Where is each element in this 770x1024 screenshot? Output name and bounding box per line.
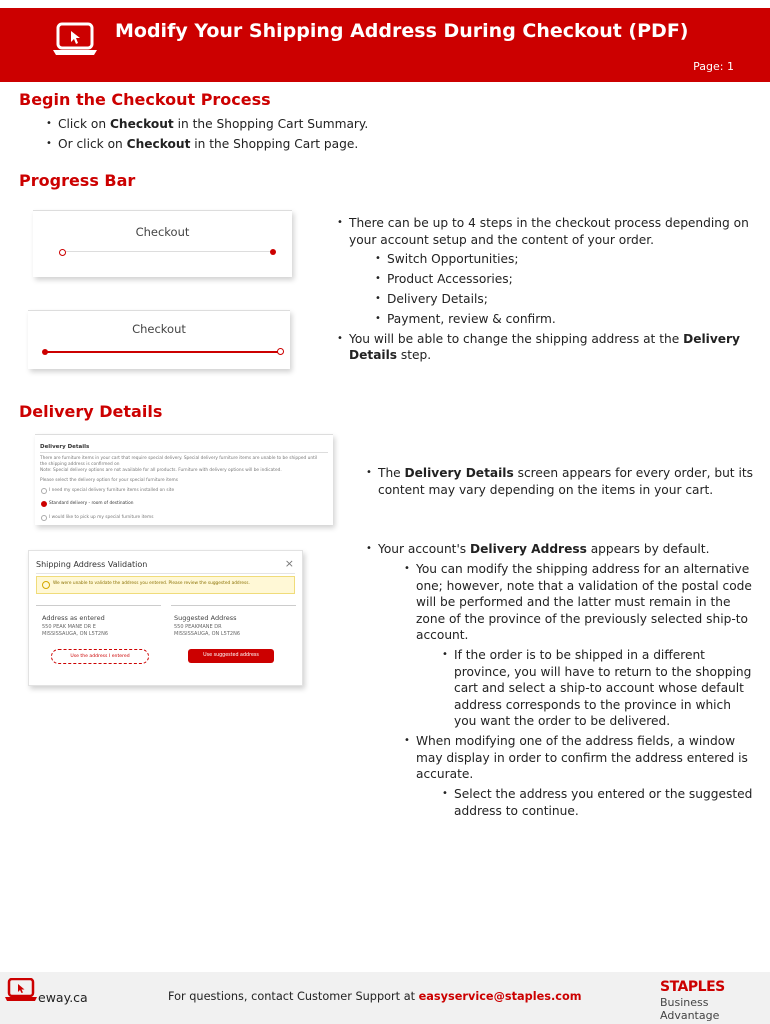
support-email-link[interactable]: easyservice@staples.com (418, 990, 582, 1003)
delivery-bullet-1 (360, 465, 754, 498)
footer (0, 972, 770, 1024)
list-item: • The Delivery Details screen appears for every order, but its content may vary depending on the items in your cart. (360, 465, 754, 498)
divider (171, 605, 296, 606)
sav-title: Shipping Address Validation (36, 560, 148, 569)
divider (36, 605, 161, 606)
dd-option: I would like to pick up my special furniture items (49, 515, 154, 520)
progress-bullets (331, 215, 756, 364)
list-item: • Or click on Checkout in the Shopping Cart page. (40, 136, 740, 153)
progress-track-filled (45, 351, 281, 353)
progress-start-dot (59, 249, 66, 256)
progress-bar-screenshot-1 (33, 210, 292, 277)
laptop-cursor-icon (52, 22, 98, 56)
sav-entered-label: Address as entered (42, 614, 105, 622)
dd-text: Please select the delivery option for your special furniture items (40, 478, 178, 483)
section-heading-delivery: Delivery Details (19, 402, 163, 421)
delivery-bullets-2 (360, 541, 756, 819)
dd-title: Delivery Details (40, 444, 90, 450)
sav-suggested-line2: MISSISSAUGA, ON L5T2N6 (174, 631, 240, 637)
dd-option: Standard delivery - room of destination (49, 501, 134, 506)
progress-start-dot (42, 349, 48, 355)
section-heading-checkout: Begin the Checkout Process (19, 90, 271, 109)
divider (40, 452, 328, 453)
header-banner (0, 8, 770, 82)
checkout-label: Checkout (135, 225, 190, 239)
list-item: • Click on Checkout in the Shopping Cart Summary. (40, 116, 740, 133)
footer-site[interactable]: eway.ca (38, 990, 88, 1005)
business-advantage-logo: Business Advantage (660, 996, 720, 1022)
list-item: • There can be up to 4 steps in the checkout process depending on your account setup and the content of your order. (331, 215, 756, 248)
radio-option-selected[interactable] (41, 501, 47, 507)
divider (36, 573, 295, 574)
use-suggested-address-button[interactable]: Use suggested address (188, 649, 274, 663)
nested-list (398, 647, 756, 730)
footer-contact: For questions, contact Customer Support at easyservice@staples.com (168, 990, 582, 1003)
section-heading-progress: Progress Bar (19, 171, 136, 190)
list-item: • You will be able to change the shipping address at the Delivery Details step. (331, 331, 756, 364)
list-item: • When modifying one of the address fields, a window may display in order to confirm the address entered is accurate. (398, 733, 756, 783)
nested-list (360, 561, 756, 819)
sav-notice-text: We were unable to validate the address you entered. Please review the suggested address. (53, 581, 250, 586)
laptop-cursor-icon (5, 978, 37, 1002)
sav-suggested-label: Suggested Address (174, 614, 237, 622)
dd-text: There are furniture items in your cart that require special delivery. Special delivery furniture items are unable to be shipped until the shipping address is confirmed on (40, 456, 318, 467)
page-number: Page: 1 (693, 60, 734, 73)
list-item: • If the order is to be shipped in a different province, you will have to return to the shopping cart and select a ship-to account whose default address corresponds to the province in which you want the order to be delivered. (436, 647, 756, 730)
sav-notice (36, 576, 295, 594)
delivery-details-screenshot (35, 434, 333, 525)
page-title: Modify Your Shipping Address During Checkout (PDF) (115, 20, 689, 42)
step-item: • Payment, review & confirm. (369, 311, 756, 328)
checkout-bullets (40, 116, 740, 152)
nested-list (398, 786, 756, 819)
list-item: • You can modify the shipping address for an alternative one; however, note that a validation of the postal code will be performed and the latter must remain in the zone of the province of the previously selected ship-to account. (398, 561, 756, 644)
sav-suggested-line1: 550 PEAKMANE DR (174, 624, 222, 630)
warning-icon (42, 581, 50, 589)
progress-end-dot (277, 348, 284, 355)
progress-end-dot (270, 249, 276, 255)
shipping-address-validation-screenshot (28, 550, 303, 686)
progress-track (61, 251, 273, 252)
checkout-label: Checkout (132, 322, 186, 336)
list-item: • Your account's Delivery Address appears by default. (360, 541, 756, 558)
use-entered-address-button[interactable]: Use the address I entered (51, 649, 149, 664)
dd-option: I need my special delivery furniture items installed on site (49, 488, 175, 493)
staples-logo: STAPLES (660, 979, 725, 995)
step-item: • Product Accessories; (369, 271, 756, 288)
step-item: • Switch Opportunities; (369, 251, 756, 268)
sav-entered-line1: 550 PEAK MANE DR E (42, 624, 96, 630)
sav-entered-line2: MISSISSAUGA, ON L5T2N6 (42, 631, 108, 637)
step-item: • Delivery Details; (369, 291, 756, 308)
close-icon[interactable]: × (284, 557, 294, 570)
progress-bar-screenshot-2 (28, 310, 290, 369)
dd-text: Note: Special delivery options are not available for all products. Furniture with delivery options will be indicated. (40, 468, 282, 473)
list-item: • Select the address you entered or the suggested address to continue. (436, 786, 756, 819)
radio-option[interactable] (41, 515, 47, 521)
radio-option[interactable] (41, 488, 47, 494)
steps-list (331, 251, 756, 328)
